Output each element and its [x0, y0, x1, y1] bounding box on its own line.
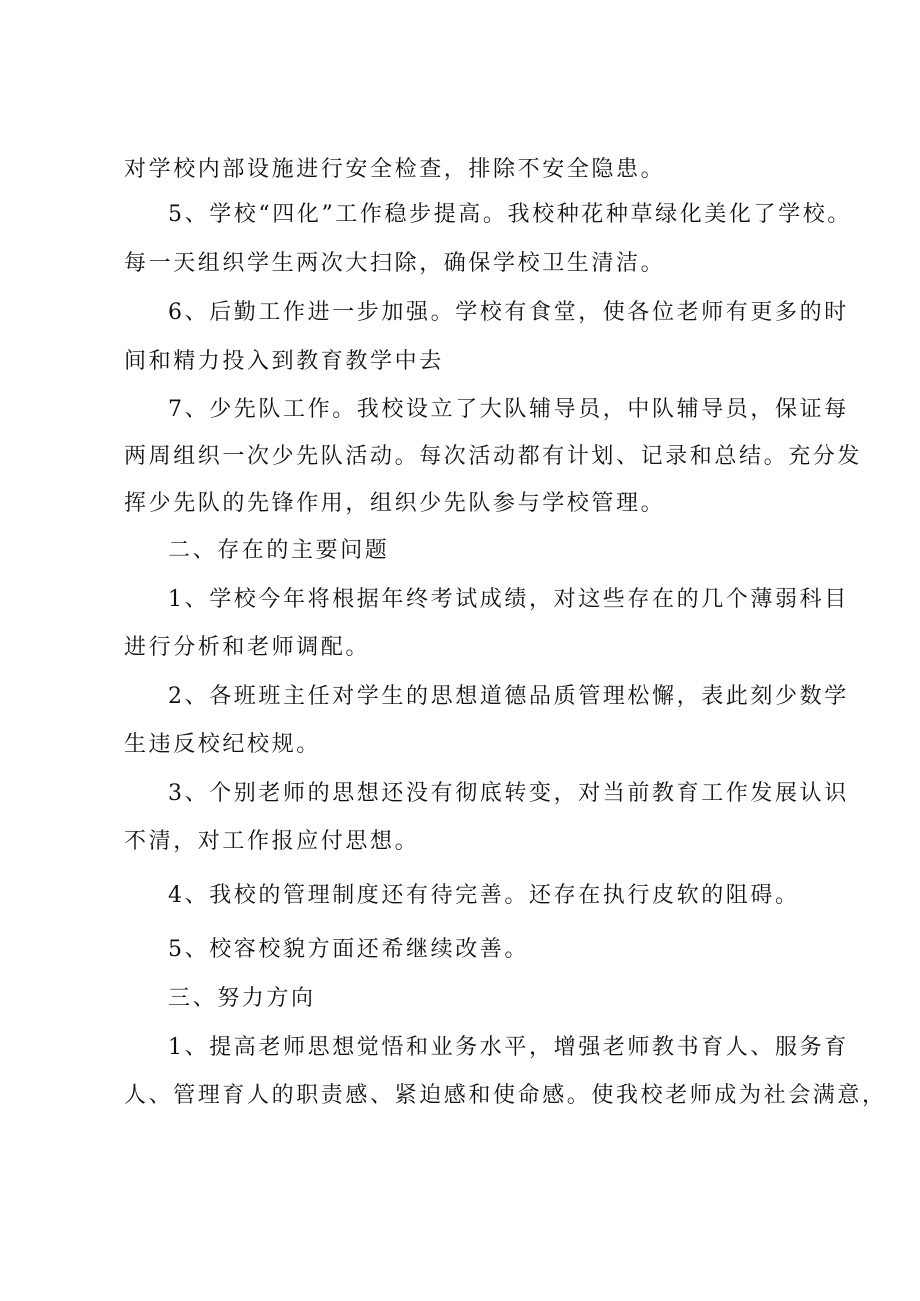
paragraph-first-line: 5、学校“四化”工作稳步提高。我校种花种草绿化美化了学校。	[168, 202, 852, 227]
paragraph-first-line: 5、校容校貌方面还希继续改善。	[168, 937, 529, 962]
paragraph-first-line: 7、少先队工作。我校设立了大队辅导员，中队辅导员，保证每	[168, 397, 849, 422]
text-line: 生违反校纪校规。	[124, 732, 321, 757]
text-line: 两周组织一次少先队活动。每次活动都有计划、记录和总结。充分发	[124, 444, 863, 469]
text-line: 每一天组织学生两次大扫除，确保学校卫生清洁。	[124, 251, 666, 276]
text-line: 对学校内部设施进行安全检查，排除不安全隐患。	[124, 157, 666, 182]
paragraph-first-line: 6、后勤工作进一步加强。学校有食堂，使各位老师有更多的时	[168, 300, 849, 325]
section-heading: 三、努力方向	[168, 986, 316, 1011]
paragraph-first-line: 1、提高老师思想觉悟和业务水平，增强老师教书育人、服务育	[168, 1035, 849, 1060]
text-line: 不清，对工作报应付思想。	[124, 829, 420, 854]
paragraph-first-line: 1、学校今年将根据年终考试成绩，对这些存在的几个薄弱科目	[168, 587, 849, 612]
text-line: 挥少先队的先锋作用，组织少先队参与学校管理。	[124, 491, 666, 516]
text-line: 间和精力投入到教育教学中去	[124, 349, 444, 374]
text-line: 进行分析和老师调配。	[124, 635, 371, 660]
text-line: 人、管理育人的职责感、紧迫感和使命感。使我校老师成为社会满意，	[124, 1083, 887, 1108]
paragraph-first-line: 4、我校的管理制度还有待完善。还存在执行皮软的阻碍。	[168, 883, 800, 908]
paragraph-first-line: 2、各班班主任对学生的思想道德品质管理松懈，表此刻少数学	[168, 684, 849, 709]
section-heading: 二、存在的主要问题	[168, 538, 390, 563]
paragraph-first-line: 3、个别老师的思想还没有彻底转变，对当前教育工作发展认识	[168, 781, 849, 806]
